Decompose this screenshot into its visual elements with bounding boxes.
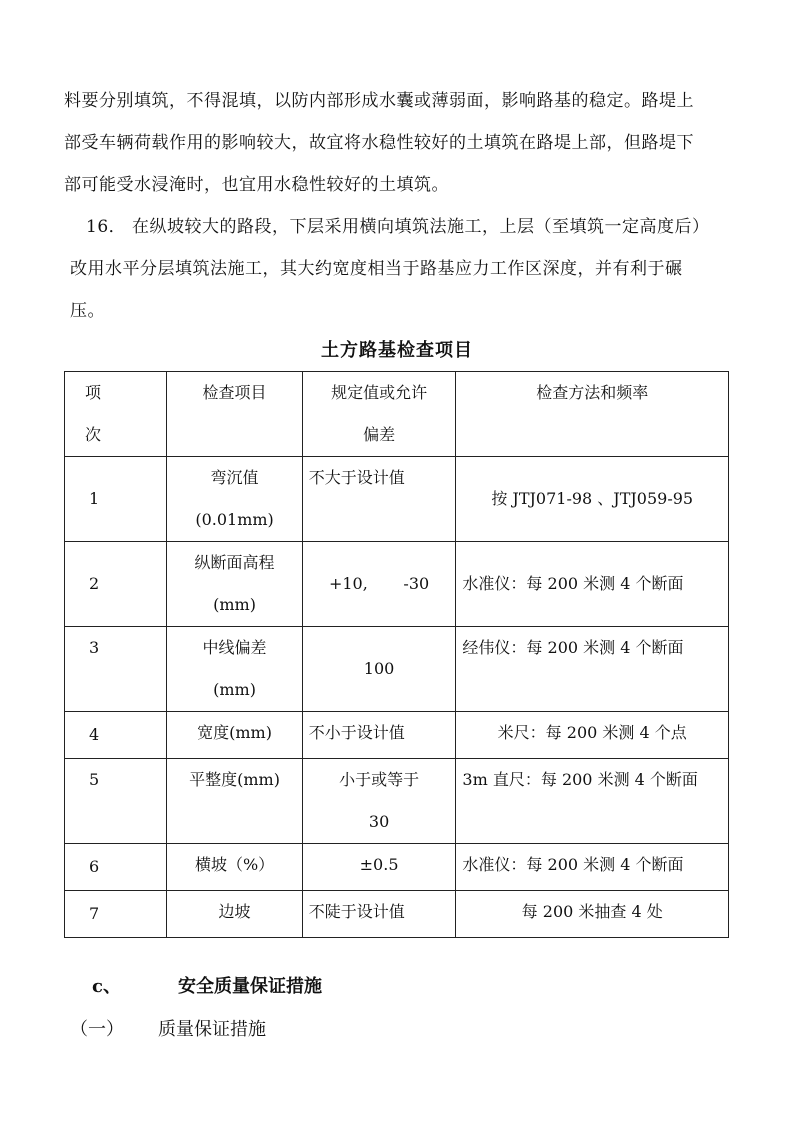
section-c-title: 安全质量保证措施 bbox=[178, 976, 322, 997]
header-no bbox=[65, 372, 167, 457]
row-no: 6 bbox=[65, 844, 167, 891]
row-item-line1: 纵断面高程 bbox=[194, 553, 275, 572]
row-spec: +10, -30 bbox=[302, 542, 456, 627]
body-paragraph-1 bbox=[64, 80, 732, 206]
row-method: 经伟仪：每 200 米测 4 个断面 bbox=[456, 627, 729, 712]
row-spec: 不陡于设计值 bbox=[302, 891, 456, 938]
table-row bbox=[65, 844, 729, 891]
section-c-label: c、 bbox=[92, 976, 121, 997]
row-spec bbox=[302, 759, 456, 844]
paragraph-line: 部受车辆荷载作用的影响较大，故宜将水稳性较好的土填筑在路堤上部，但路堤下 bbox=[64, 133, 694, 153]
subsection-1-title: 质量保证措施 bbox=[158, 1019, 266, 1040]
table-row bbox=[65, 627, 729, 712]
row-no: 5 bbox=[65, 759, 167, 844]
row-method: 每 200 米抽查 4 处 bbox=[456, 891, 729, 938]
row-item-line2: (0.01mm) bbox=[195, 510, 274, 529]
row-no: 7 bbox=[65, 891, 167, 938]
subsection-1-label: （一） bbox=[70, 1019, 124, 1040]
header-method: 检查方法和频率 bbox=[456, 372, 729, 457]
row-spec: ±0.5 bbox=[302, 844, 456, 891]
row-item-line2: (mm) bbox=[213, 680, 256, 699]
row-item bbox=[167, 542, 302, 627]
row-spec-line1: 小于或等于 bbox=[339, 770, 420, 789]
row-item: 宽度(mm) bbox=[167, 712, 302, 759]
row-spec-line2: 30 bbox=[368, 812, 390, 831]
row-spec: 不小于设计值 bbox=[302, 712, 456, 759]
row-item: 平整度(mm) bbox=[167, 759, 302, 844]
row-method: 按 JTJ071-98 、JTJ059-95 bbox=[456, 457, 729, 542]
table-row bbox=[65, 891, 729, 938]
row-spec: 不大于设计值 bbox=[302, 457, 456, 542]
row-no: 3 bbox=[65, 627, 167, 712]
paragraph-line: 压。 bbox=[70, 301, 105, 321]
table-header-row bbox=[65, 372, 729, 457]
row-no: 4 bbox=[65, 712, 167, 759]
table-row bbox=[65, 457, 729, 542]
row-item bbox=[167, 457, 302, 542]
row-item: 横坡（%） bbox=[167, 844, 302, 891]
header-spec-line2: 偏差 bbox=[363, 425, 396, 444]
table-row bbox=[65, 712, 729, 759]
header-no-line2: 次 bbox=[85, 425, 102, 444]
table-row bbox=[65, 759, 729, 844]
table-title: 土方路基检查项目 bbox=[321, 340, 473, 361]
row-spec: 100 bbox=[302, 627, 456, 712]
header-item: 检查项目 bbox=[167, 372, 302, 457]
row-no: 2 bbox=[65, 542, 167, 627]
header-no-line1: 项 bbox=[85, 383, 102, 402]
row-item: 边坡 bbox=[167, 891, 302, 938]
row-item-line1: 弯沉值 bbox=[210, 468, 259, 487]
row-method: 3m 直尺：每 200 米测 4 个断面 bbox=[456, 759, 729, 844]
row-item-line2: (mm) bbox=[213, 595, 256, 614]
inspection-table bbox=[64, 371, 729, 938]
table-row bbox=[65, 542, 729, 627]
paragraph-line: 料要分别填筑，不得混填，以防内部形成水囊或薄弱面，影响路基的稳定。路堤上 bbox=[64, 91, 694, 111]
header-spec bbox=[302, 372, 456, 457]
row-method: 米尺：每 200 米测 4 个点 bbox=[456, 712, 729, 759]
row-no: 1 bbox=[65, 457, 167, 542]
body-paragraph-2 bbox=[64, 206, 732, 332]
paragraph-line: 部可能受水浸淹时，也宜用水稳性较好的土填筑。 bbox=[64, 175, 449, 195]
paragraph-line: 改用水平分层填筑法施工，其大约宽度相当于路基应力工作区深度，并有利于碾 bbox=[70, 259, 683, 279]
row-item bbox=[167, 627, 302, 712]
row-method: 水准仪：每 200 米测 4 个断面 bbox=[456, 844, 729, 891]
row-method: 水准仪：每 200 米测 4 个断面 bbox=[456, 542, 729, 627]
header-spec-line1: 规定值或允许 bbox=[331, 383, 428, 402]
paragraph-line: 16． 在纵坡较大的路段，下层采用横向填筑法施工，上层（至填筑一定高度后） bbox=[86, 217, 710, 237]
row-item-line1: 中线偏差 bbox=[202, 638, 267, 657]
